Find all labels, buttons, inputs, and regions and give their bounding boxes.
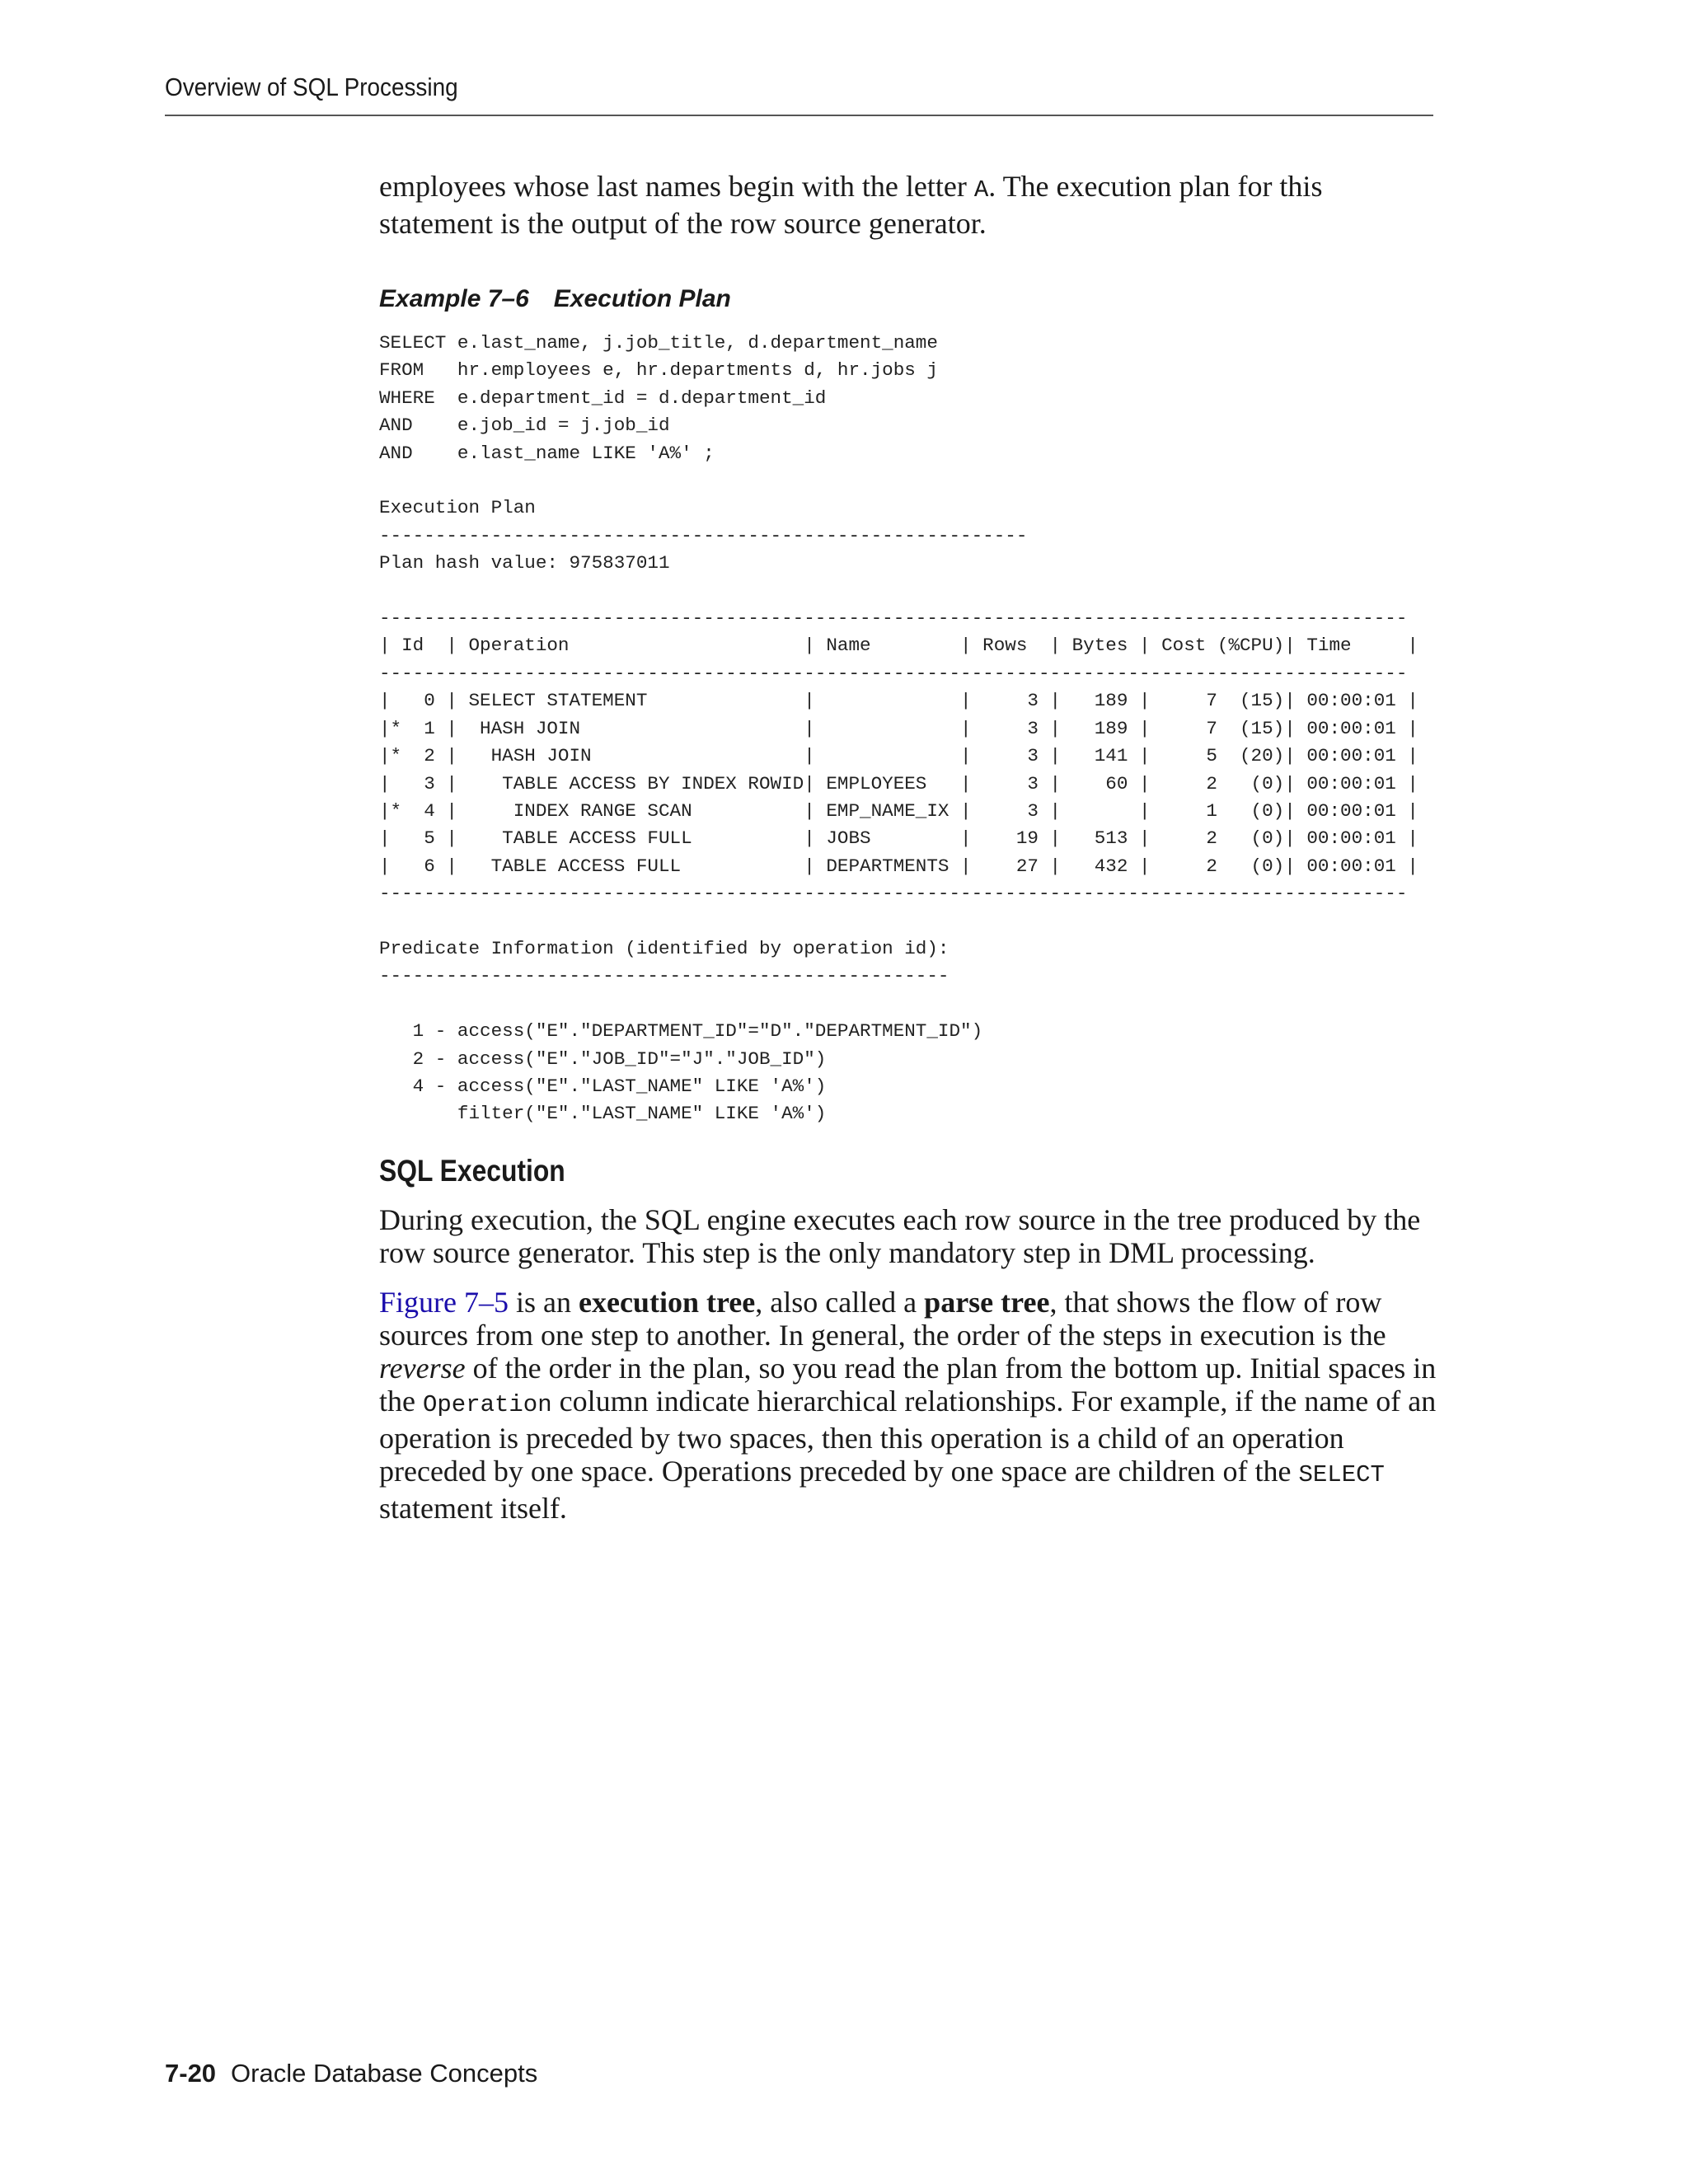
- example-title-text: Execution Plan: [553, 285, 731, 312]
- para2-text: of the order in the plan, so you read the plan from the bottom up. Initial spaces in the: [379, 1352, 1437, 1418]
- main-content: [379, 170, 1442, 1525]
- page-footer: [165, 2059, 537, 2088]
- intro-text-start: employees whose last names begin with the letter: [379, 170, 974, 203]
- emphasis-reverse: reverse: [379, 1352, 466, 1385]
- sql-execution-paragraph-2: [379, 1286, 1442, 1525]
- term-parse-tree: parse tree: [924, 1286, 1050, 1319]
- example-label: Example 7–6: [379, 285, 529, 312]
- inline-code-select: SELECT: [1298, 1461, 1385, 1488]
- intro-text-end: . The execution plan for this statement is the output of the row source generator.: [379, 170, 1323, 240]
- term-execution-tree: execution tree: [579, 1286, 756, 1319]
- running-header: Overview of SQL Processing: [165, 73, 458, 101]
- intro-paragraph: [379, 170, 1442, 240]
- para2-text: , also called a: [755, 1286, 925, 1319]
- para2-text: , that shows the flow of row sources from one step to another. In general, the order of the steps in execution is the: [379, 1286, 1386, 1352]
- para2-text: statement itself.: [379, 1492, 567, 1525]
- figure-link[interactable]: Figure 7–5: [379, 1286, 509, 1319]
- example-title: [379, 285, 731, 313]
- sql-execution-paragraph-1: During execution, the SQL engine executes each row source in the tree produced by the row source generator. This step is the only mandatory step in DML processing.: [379, 1203, 1421, 1269]
- inline-code-letter: A: [973, 176, 989, 204]
- section-heading: SQL Execution: [379, 1154, 565, 1188]
- page-number: 7-20: [165, 2059, 217, 2088]
- execution-plan-code: SELECT e.last_name, j.job_title, d.department_name FROM hr.employees e, hr.departments d, hr.jobs j WHERE e.department_id = d.department_id AND e.job_id = j.job_id AND e.last_name LIKE 'A%' ; Execution Plan ---------------------------------------------------------- Plan hash value: 975837011 -------------------------------------------------------------------------------------------- | Id | Operation | Name | Rows | Bytes | Cost (%CPU)| Time | -------------------------------------------------------------------------------------------- | 0 | SELECT STATEMENT | | 3 | 189 | 7 (15)| 00:00:01 | |* 1 | HASH JOIN | | 3 | 189 | 7 (15)| 00:00:01 | |* 2 | HASH JOIN | | 3 | 141 | 5 (20)| 00:00:01 | | 3 | TABLE ACCESS BY INDEX ROWID| EMPLOYEES | 3 | 60 | 2 (0)| 00:00:01 | |* 4 | INDEX RANGE SCAN | EMP_NAME_IX | 3 | | 1 (0)| 00:00:01 | | 5 | TABLE ACCESS FULL | JOBS | 19 | 513 | 2 (0)| 00:00:01 | | 6 | TABLE ACCESS FULL | DEPARTMENTS | 27 | 432 | 2 (0)| 00:00:01 | -------------------------------------------------------------------------------------------- Predicate Information (identified by operation id): --------------------------------------------------- 1 - access("E"."DEPARTMENT_ID"="D"."DEPARTMENT_ID") 2 - access("E"."JOB_ID"="J"."JOB_ID") 4 - access("E"."LAST_NAME" LIKE 'A%') filter("E"."LAST_NAME" LIKE 'A%'): [379, 332, 1418, 1125]
- para2-text: is an: [509, 1286, 579, 1319]
- inline-code-operation: Operation: [422, 1391, 552, 1418]
- header-rule: [165, 115, 1433, 116]
- para2-text: column indicate hierarchical relationships. For example, if the name of an operation is preceded by two spaces, then this operation is a child of an operation preceded by one space. Operations preceded by one space are children of the: [379, 1385, 1437, 1488]
- book-title: Oracle Database Concepts: [231, 2059, 538, 2088]
